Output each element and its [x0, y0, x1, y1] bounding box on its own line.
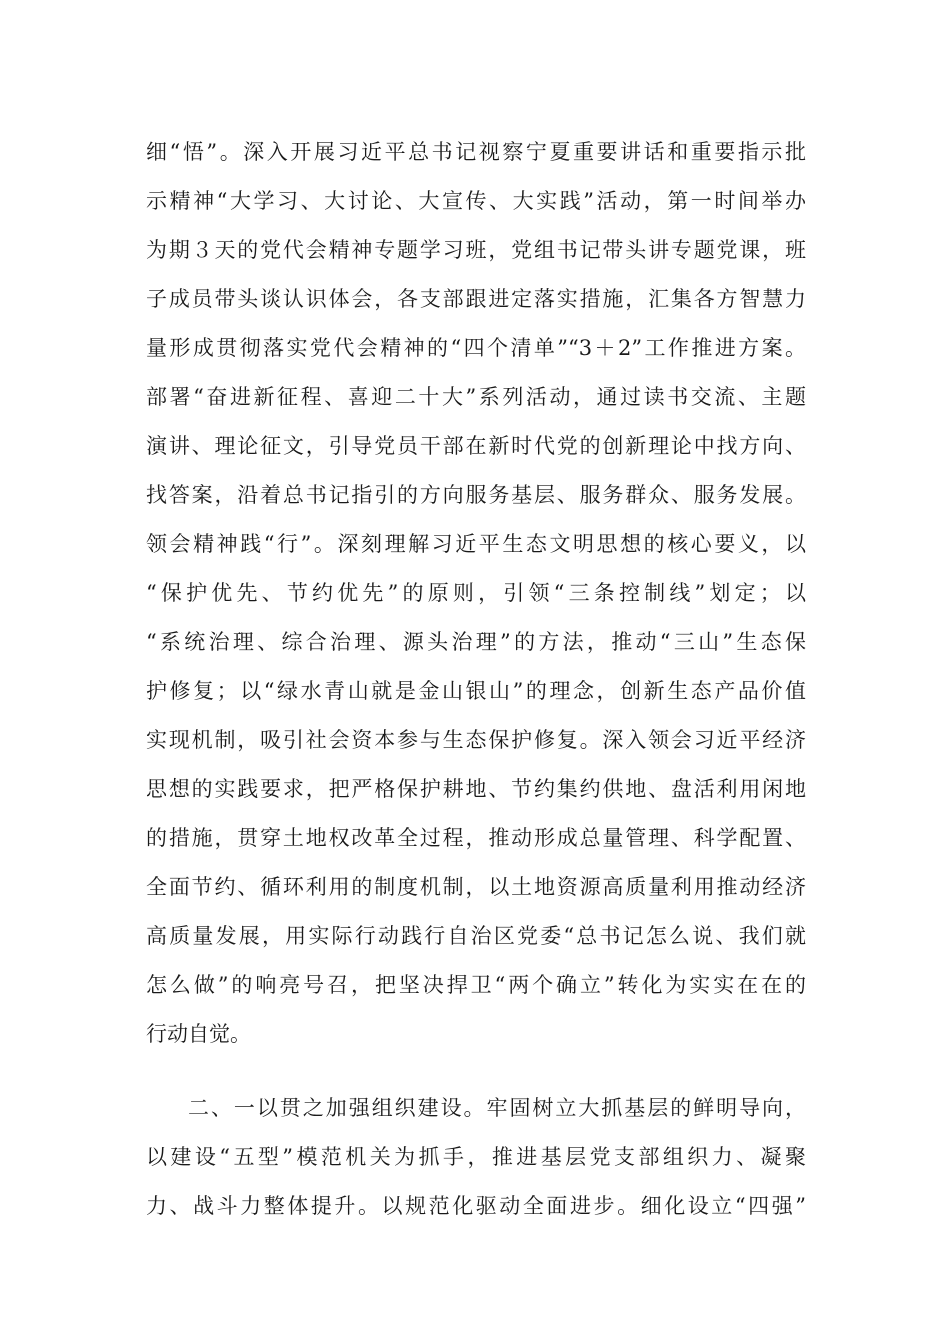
- text-line: 思想的实践要求，把严格保护耕地、节约集约供地、盘活利用闲地: [146, 777, 806, 801]
- text-line: “系统治理、综合治理、源头治理”的方法，推动“三山”生态保: [146, 630, 806, 654]
- text-line: 行动自觉。: [146, 1022, 251, 1046]
- text-line: 全面节约、循环利用的制度机制，以土地资源高质量利用推动经济: [146, 875, 806, 899]
- text-line: 护修复；以“绿水青山就是金山银山”的理念，创新生态产品价值: [146, 679, 806, 703]
- text-line: 找答案，沿着总书记指引的方向服务基层、服务群众、服务发展。: [146, 483, 806, 507]
- text-line: 怎么做”的响亮号召，把坚决捍卫“两个确立”转化为实实在在的: [146, 973, 806, 997]
- text-line: 演讲、理论征文，引导党员干部在新时代党的创新理论中找方向、: [146, 434, 806, 458]
- text-line: “保护优先、节约优先”的原则，引领“三条控制线”划定；以: [146, 581, 806, 605]
- paragraph-2: [146, 1084, 806, 1231]
- body-text: [146, 128, 806, 1231]
- text-line: 子成员带头谈认识体会，各支部跟进定落实措施，汇集各方智慧力: [146, 287, 806, 311]
- text-line: 为期３天的党代会精神专题学习班，党组书记带头讲专题党课，班: [146, 238, 806, 262]
- paragraph-1: [146, 128, 806, 1059]
- text-line: 二、一以贯之加强组织建设。牢固树立大抓基层的鲜明导向，: [188, 1096, 806, 1120]
- text-line: 实现机制，吸引社会资本参与生态保护修复。深入领会习近平经济: [146, 728, 806, 752]
- text-line: 领会精神践“行”。深刻理解习近平生态文明思想的核心要义，以: [146, 532, 806, 556]
- text-line: 高质量发展，用实际行动践行自治区党委“总书记怎么说、我们就: [146, 924, 806, 948]
- text-line: 以建设“五型”模范机关为抓手，推进基层党支部组织力、凝聚: [146, 1145, 806, 1169]
- text-line: 力、战斗力整体提升。以规范化驱动全面进步。细化设立“四强”: [146, 1194, 806, 1218]
- paragraph-gap: [146, 1059, 806, 1084]
- text-line: 示精神“大学习、大讨论、大宣传、大实践”活动，第一时间举办: [146, 189, 806, 213]
- text-line: 细“悟”。深入开展习近平总书记视察宁夏重要讲话和重要指示批: [146, 140, 806, 164]
- text-line: 部署“奋进新征程、喜迎二十大”系列活动，通过读书交流、主题: [146, 385, 806, 409]
- text-line: 量形成贯彻落实党代会精神的“四个清单”“3＋2”工作推进方案。: [146, 336, 806, 360]
- text-line: 的措施，贯穿土地权改革全过程，推动形成总量管理、科学配置、: [146, 826, 806, 850]
